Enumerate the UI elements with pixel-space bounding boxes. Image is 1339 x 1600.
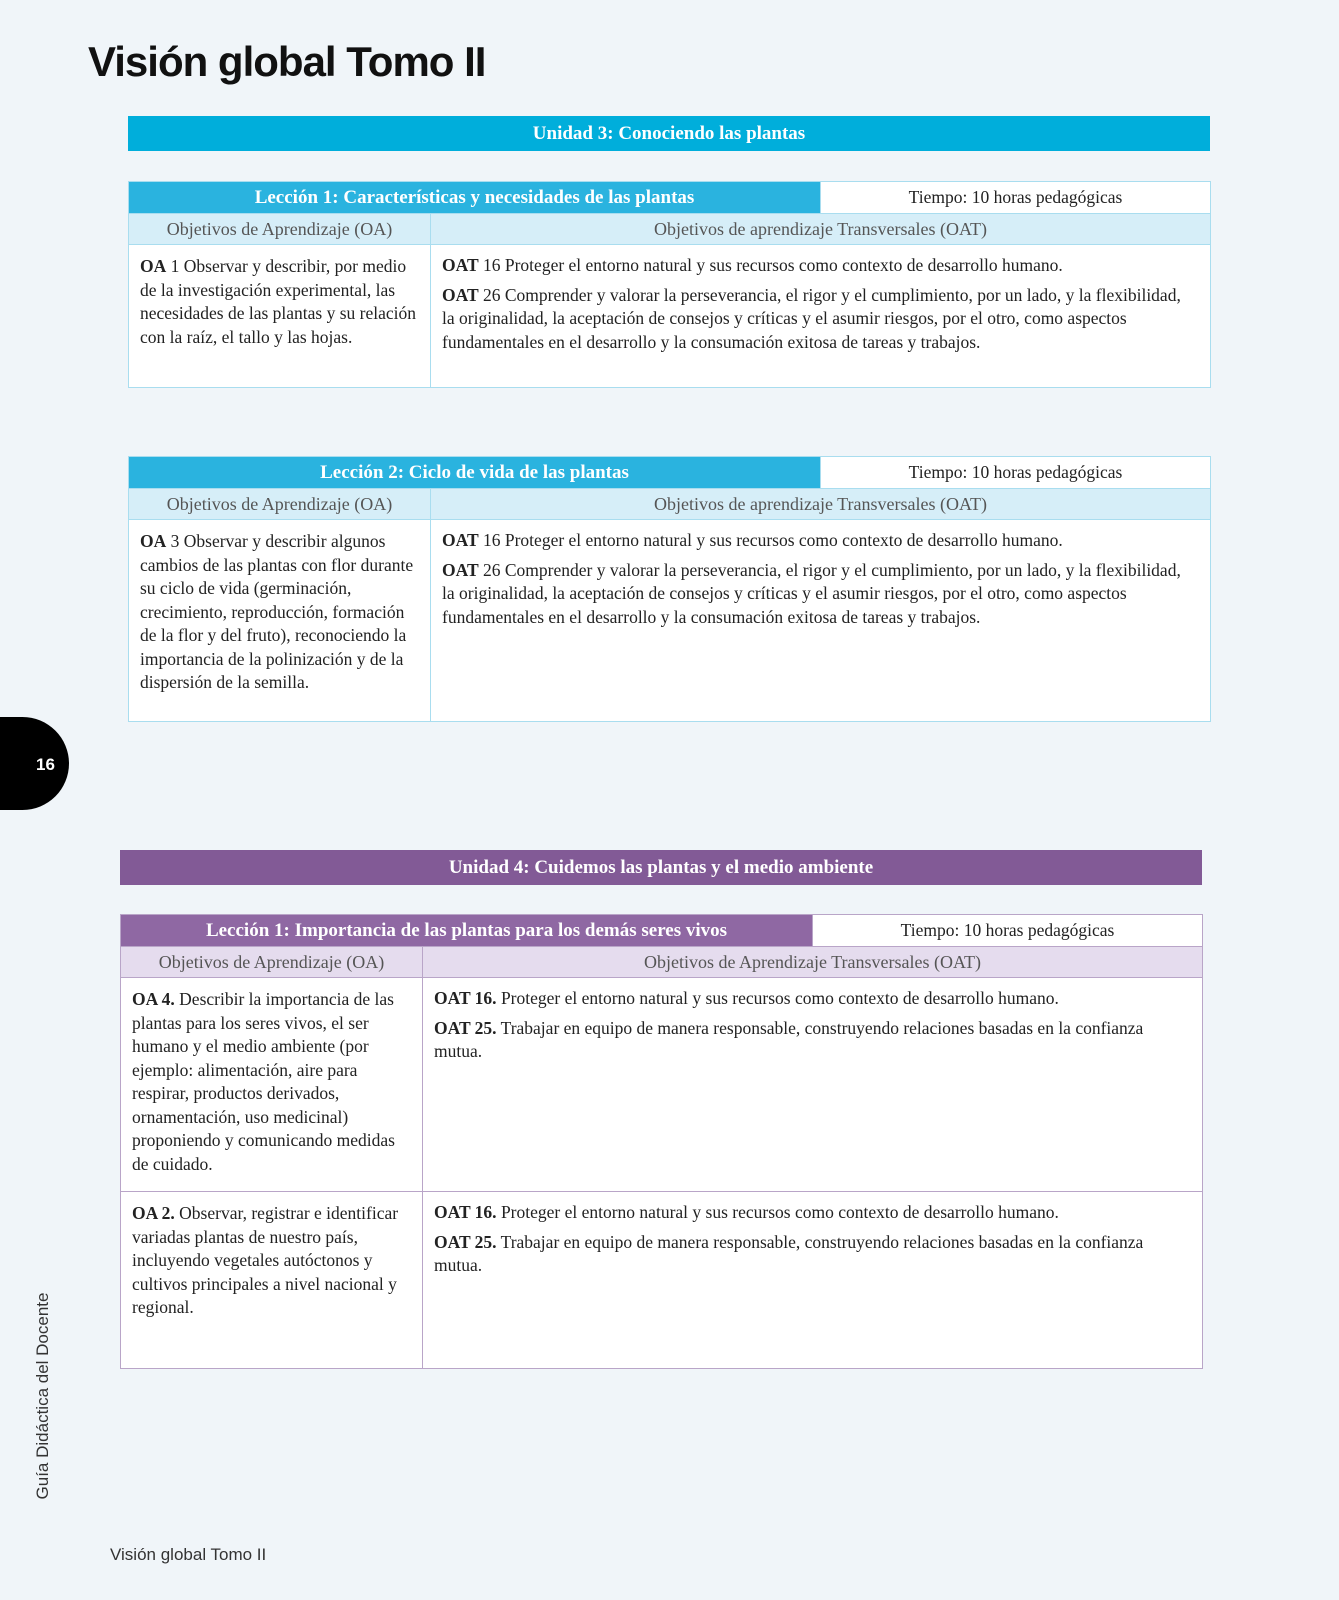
unit-4-lesson-1-table	[120, 914, 1203, 1369]
oat-text: Trabajar en equipo de manera responsable, construyendo relaciones basadas en la confianza mutua.	[434, 1017, 1144, 1061]
oat-item	[434, 1201, 1182, 1225]
oat-text: Trabajar en equipo de manera responsable, construyendo relaciones basadas en la confianza mutua.	[434, 1231, 1144, 1275]
oa-code: OA	[140, 531, 167, 551]
oat-column-header: Objetivos de aprendizaje Transversales (OAT)	[431, 489, 1211, 520]
oat-text: 16 Proteger el entorno natural y sus recursos como contexto de desarrollo humano.	[478, 530, 1063, 550]
footer-text: Visión global Tomo II	[110, 1545, 267, 1564]
oat-text: Proteger el entorno natural y sus recursos como contexto de desarrollo humano.	[496, 1202, 1059, 1222]
lesson-time: Tiempo: 10 horas pedagógicas	[813, 915, 1203, 947]
oat-column-header: Objetivos de aprendizaje Transversales (OAT)	[431, 214, 1211, 245]
oa-text: 3 Observar y describir algunos cambios de las plantas con flor durante su ciclo de vida (germinación, crecimiento, reproducción, formación de la flor y del fruto), reconociendo la importancia de la polinización y de la dispersión de la semilla.	[140, 531, 414, 692]
oat-text: 26 Comprender y valorar la perseverancia, el rigor y el cumplimiento, por un lado, y la flexibilidad, la originalidad, la aceptación de consejos y críticas y el asumir riesgos, por el otro, como aspectos fundamentales en el desarrollo y la consumación exitosa de tareas y trabajos.	[442, 559, 1181, 627]
oat-text: 26 Comprender y valorar la perseverancia, el rigor y el cumplimiento, por un lado, y la flexibilidad, la originalidad, la aceptación de consejos y críticas y el asumir riesgos, por el otro, como aspectos fundamentales en el desarrollo y la consumación exitosa de tareas y trabajos.	[442, 284, 1181, 352]
oat-text: Proteger el entorno natural y sus recursos como contexto de desarrollo humano.	[496, 988, 1059, 1008]
oat-text: 16 Proteger el entorno natural y sus recursos como contexto de desarrollo humano.	[478, 255, 1063, 275]
oa-text: 1 Observar y describir, por medio de la investigación experimental, las necesidades de las plantas y su relación con la raíz, el tallo y las hojas.	[140, 256, 417, 347]
oat-item	[434, 1017, 1182, 1064]
page-number-tab	[0, 717, 69, 810]
lesson-title: Lección 1: Importancia de las plantas para los demás seres vivos	[121, 915, 813, 947]
oat-code: OAT 25.	[434, 1017, 497, 1038]
lesson-title: Lección 2: Ciclo de vida de las plantas	[129, 457, 821, 489]
oat-item	[442, 254, 1190, 278]
oat-code: OAT	[442, 284, 479, 305]
oa-code: OA 4.	[132, 989, 175, 1009]
oat-cell	[423, 1192, 1203, 1369]
oat-code: OAT	[442, 255, 479, 275]
oa-column-header: Objetivos de Aprendizaje (OA)	[129, 214, 431, 245]
side-label: Guía Didáctica del Docente	[33, 1292, 52, 1500]
oa-cell	[129, 520, 431, 722]
page-number: 16	[36, 755, 55, 774]
oat-item	[442, 559, 1190, 630]
oat-code: OAT 25.	[434, 1231, 497, 1252]
unit-3-header: Unidad 3: Conociendo las plantas	[128, 116, 1210, 151]
page-title: Visión global Tomo II	[88, 38, 486, 85]
lesson-time: Tiempo: 10 horas pedagógicas	[821, 182, 1211, 214]
oa-code: OA 2.	[132, 1203, 175, 1223]
oa-column-header: Objetivos de Aprendizaje (OA)	[129, 489, 431, 520]
oat-item	[434, 1231, 1182, 1278]
oa-cell	[129, 245, 431, 388]
unit-3-lesson-1-table	[128, 181, 1211, 388]
oa-cell	[121, 978, 423, 1192]
lesson-time: Tiempo: 10 horas pedagógicas	[821, 457, 1211, 489]
oat-cell	[431, 245, 1211, 388]
oat-item	[434, 987, 1182, 1011]
oa-text: Describir la importancia de las plantas para los seres vivos, el ser humano y el medio ambiente (por ejemplo: alimentación, aire para respirar, productos derivados, ornamentación, uso medicinal) proponiendo y comunicando medidas de cuidado.	[132, 989, 395, 1174]
oa-text: Observar, registrar e identificar variadas plantas de nuestro país, incluyendo vegetales autóctonos y cultivos principales a nivel nacional y regional.	[132, 1203, 399, 1317]
oat-column-header: Objetivos de Aprendizaje Transversales (OAT)	[423, 947, 1203, 978]
oat-code: OAT	[442, 530, 479, 550]
oat-cell	[431, 520, 1211, 722]
unit-4-header: Unidad 4: Cuidemos las plantas y el medio ambiente	[120, 850, 1202, 885]
oa-column-header: Objetivos de Aprendizaje (OA)	[121, 947, 423, 978]
oat-item	[442, 284, 1190, 355]
oa-code: OA	[140, 256, 167, 276]
lesson-title: Lección 1: Características y necesidades de las plantas	[129, 182, 821, 214]
oat-code: OAT 16.	[434, 1202, 497, 1222]
oat-cell	[423, 978, 1203, 1192]
oat-code: OAT	[442, 559, 479, 580]
oa-cell	[121, 1192, 423, 1369]
oat-item	[442, 529, 1190, 553]
unit-3-lesson-2-table	[128, 456, 1211, 722]
oat-code: OAT 16.	[434, 988, 497, 1008]
